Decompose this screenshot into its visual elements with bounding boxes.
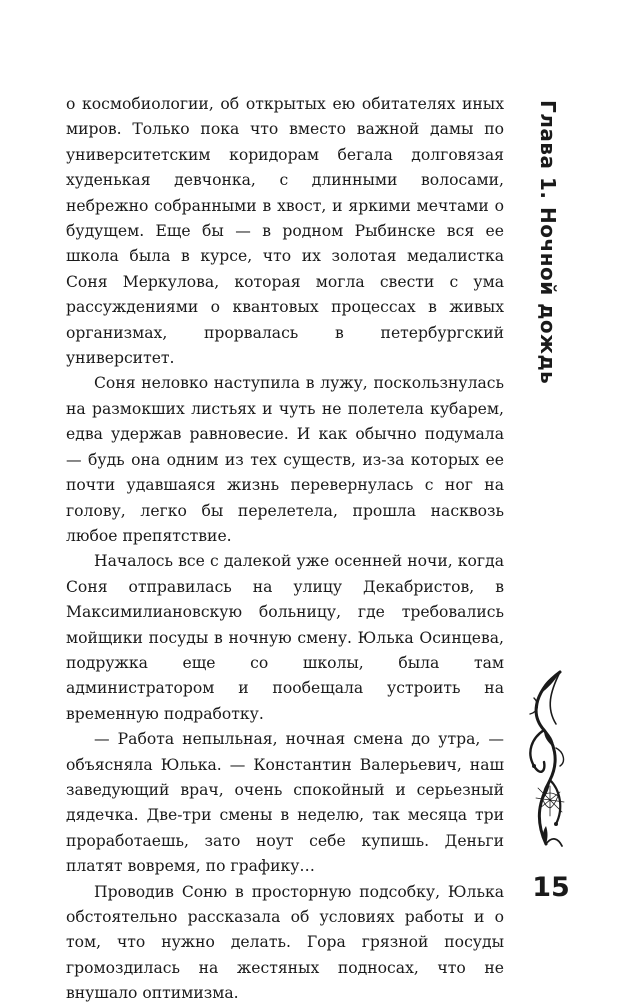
paragraph: Проводив Соню в просторную подсобку, Юлька обстоятельно рассказала об условиях работы и о том, что нужно делать. Гора грязной посуды громоздилась на жестяных подносах, что не внушало оптимизма. (66, 882, 504, 1003)
page-number: 15 (532, 872, 570, 903)
chapter-running-head: Глава 1. Ночной дождь (536, 100, 560, 385)
body-text (66, 92, 504, 1007)
paragraph: Соня неловко наступила в лужу, поскользнулась на размокших листьях и чуть не полетела кубарем, едва удержав равновесие. И как обычно подумала — будь она одним из тех существ, из-за которых ее почти удавшаяся жизнь перевернулась с ног на голову, легко бы перелетела, прошла насквозь любое препятствие. (66, 374, 504, 545)
paragraph: о космобиологии, об открытых ею обитателях иных миров. Только пока что вместо важной дамы по университетским коридорам бегала долговязая худенькая девчонка, с длинными волосами, небрежно собранными в хвост, и яркими мечтами о будущем. Еще бы — в родном Рыбинске вся ее школа была в курсе, что их золотая медалистка Соня Меркулова, которая могла свести с ума рассуждениями о квантовых процессах в живых организмах, прорвалась в петербургский университет. (66, 95, 504, 368)
paragraph: — Работа непыльная, ночная смена до утра, — объясняла Юлька. — Константин Валерьевич, наш заведующий врач, очень спокойный и серьезный дядечка. Две-три смены в неделю, так месяца три проработаешь, зато ноут себе купишь. Деньги платят вовремя, по графику… (66, 730, 504, 876)
decorative-vine-ornament (520, 668, 568, 850)
paragraph: Началось все с далекой уже осенней ночи, когда Соня отправилась на улицу Декабристов, в Максимилиановскую больницу, где требовались мойщики посуды в ночную смену. Юлька Осинцева, подружка еще со школы, была там администратором и пообещала устроить на временную подработку. (66, 552, 504, 723)
